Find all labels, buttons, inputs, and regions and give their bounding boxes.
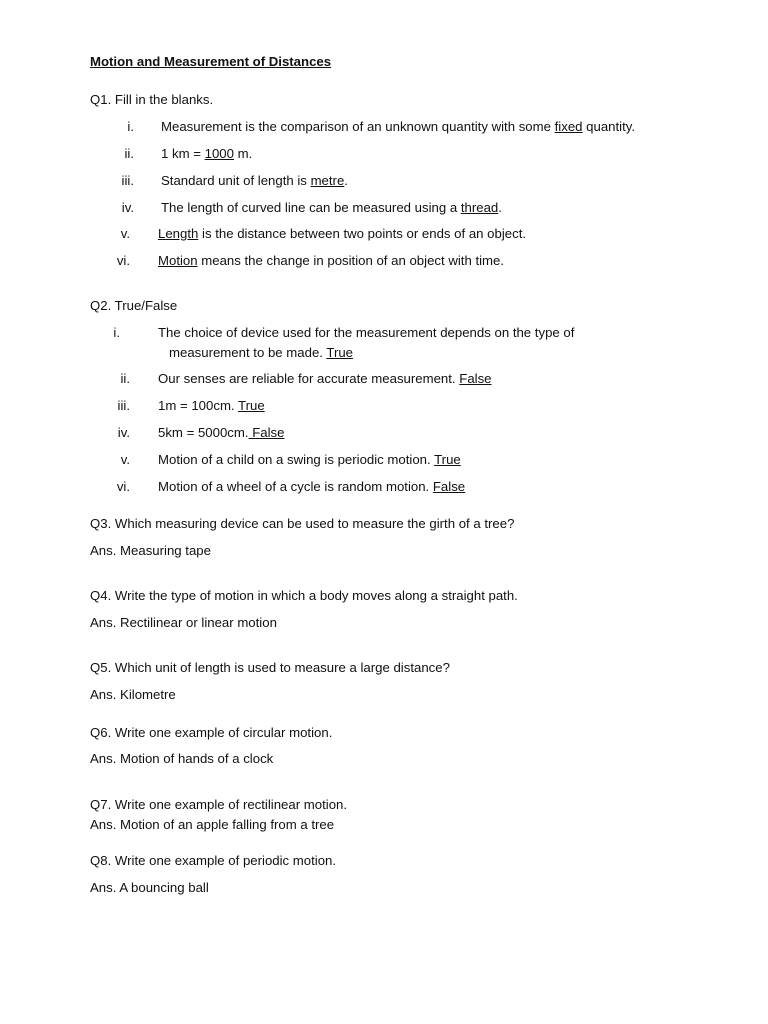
q1-item-text: Length is the distance between two points or ends of an object.	[158, 226, 527, 241]
q1-item-blank: Length	[158, 226, 199, 241]
q2-item-text: Our senses are reliable for accurate measurement. False	[158, 371, 492, 386]
document-title: Motion and Measurement of Distances	[90, 54, 332, 69]
question-text: Q6. Write one example of circular motion.	[90, 725, 333, 740]
q1-item-blank: 1000	[204, 146, 234, 161]
q1-item-blank: Motion	[158, 253, 198, 268]
q1-heading: Q1. Fill in the blanks.	[90, 92, 214, 107]
q1-item-number: iv.	[121, 200, 134, 215]
q2-item-number: iii.	[117, 398, 130, 413]
q2-item-answer: False	[248, 425, 285, 440]
question-text: Q5. Which unit of length is used to measure a large distance?	[90, 660, 450, 675]
answer-text: Ans. A bouncing ball	[90, 880, 209, 895]
question-text: Q3. Which measuring device can be used to measure the girth of a tree?	[90, 516, 515, 531]
q2-item-text-continued: measurement to be made. True	[169, 345, 354, 360]
q1-item-text: Standard unit of length is metre.	[161, 173, 348, 188]
q2-item-text: Motion of a child on a swing is periodic motion. True	[158, 452, 461, 467]
q2-item-answer: True	[326, 345, 354, 360]
q2-item-text: 5km = 5000cm. False	[158, 425, 285, 440]
q2-item-text: Motion of a wheel of a cycle is random motion. False	[158, 479, 466, 494]
q1-item-text: Measurement is the comparison of an unknown quantity with some fixed quantity.	[161, 119, 636, 134]
q1-item-number: ii.	[124, 146, 134, 161]
q1-item-number: i.	[127, 119, 134, 134]
q2-item-number: v.	[120, 452, 130, 467]
answer-text: Ans. Measuring tape	[90, 543, 211, 558]
q2-item-number: i.	[113, 325, 120, 340]
q1-item-number: iii.	[121, 173, 134, 188]
question-text: Q8. Write one example of periodic motion.	[90, 853, 337, 868]
q1-item-blank: fixed	[554, 119, 583, 134]
q1-item-number: vi.	[116, 253, 130, 268]
q2-item-answer: True	[434, 452, 461, 467]
answer-text: Ans. Motion of an apple falling from a tree	[90, 817, 335, 832]
q2-item-text: The choice of device used for the measurement depends on the type of	[158, 325, 575, 340]
answer-text: Ans. Motion of hands of a clock	[90, 751, 274, 766]
q1-item-text: Motion means the change in position of an object with time.	[158, 253, 505, 268]
q2-item-answer: True	[238, 398, 265, 413]
q1-item-text: The length of curved line can be measured using a thread.	[161, 200, 502, 215]
question-text: Q4. Write the type of motion in which a body moves along a straight path.	[90, 588, 518, 603]
q2-item-answer: False	[459, 371, 492, 386]
question-text: Q7. Write one example of rectilinear motion.	[90, 797, 348, 812]
q2-item-number: vi.	[116, 479, 130, 494]
answer-text: Ans. Kilometre	[90, 687, 176, 702]
q1-item-text: 1 km = 1000 m.	[161, 146, 253, 161]
q2-item-number: iv.	[117, 425, 130, 440]
q2-heading: Q2. True/False	[90, 298, 178, 313]
q1-item-blank: metre	[310, 173, 345, 188]
q1-item-blank: thread	[460, 200, 499, 215]
q2-item-number: ii.	[120, 371, 130, 386]
q2-item-answer: False	[432, 479, 466, 494]
q2-item-text: 1m = 100cm. True	[158, 398, 265, 413]
answer-text: Ans. Rectilinear or linear motion	[90, 615, 277, 630]
q1-item-number: v.	[120, 226, 130, 241]
